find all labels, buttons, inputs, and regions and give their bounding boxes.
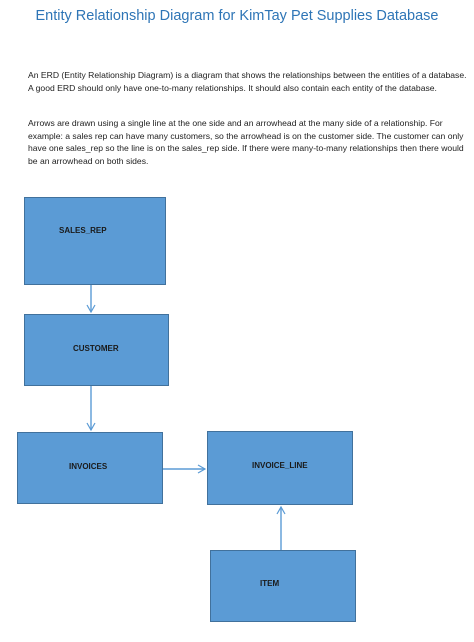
entity-label-invoice-line: INVOICE_LINE	[252, 461, 308, 470]
entity-label-item: ITEM	[260, 579, 280, 588]
entity-label-sales-rep: SALES_REP	[59, 226, 107, 235]
intro-paragraph: An ERD (Entity Relationship Diagram) is a diagram that shows the relationships between the entities of a database. A good ERD should only have one-to-many relationships. It should also contain each entity of the database.	[28, 70, 467, 93]
entity-label-invoices: INVOICES	[69, 462, 108, 471]
entity-label-customer: CUSTOMER	[73, 344, 119, 353]
document-title: Entity Relationship Diagram for KimTay Pet Supplies Database	[35, 8, 439, 24]
arrows-explanation-paragraph: Arrows are drawn using a single line at the one side and an arrowhead at the many side of a relationship. For example: a sales rep can have many customers, so the arrowhead is on the customer side. The customer can only have one sales_rep so the line is on the sales_rep side. If there were many-to-many relationships then there would be an arrowhead on both sides.	[28, 118, 464, 166]
